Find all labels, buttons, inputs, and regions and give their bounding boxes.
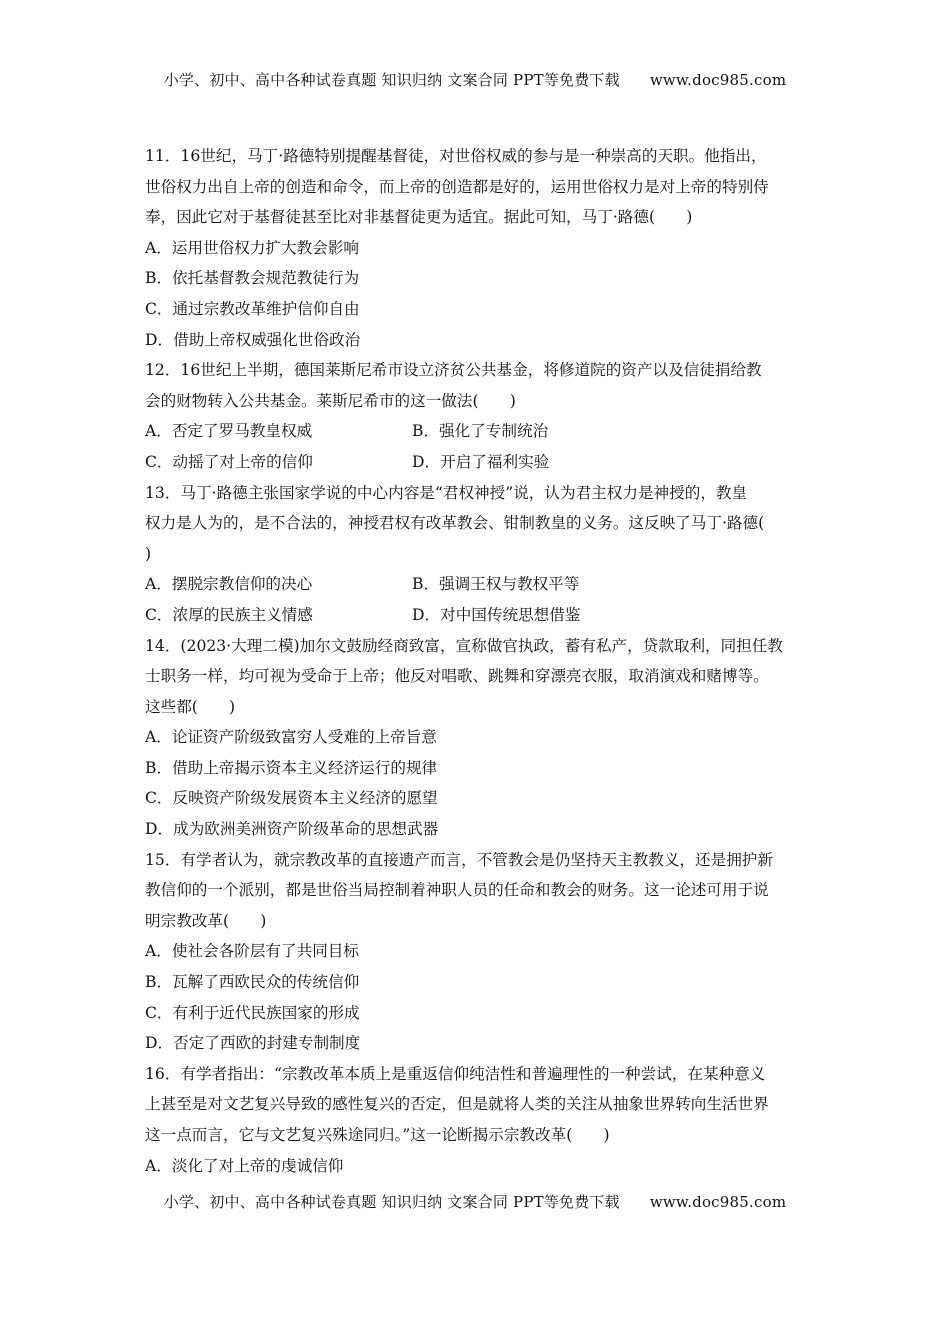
question-stem-line: 11．16世纪，马丁·路德特别提醒基督徒，对世俗权威的参与是一种崇高的天职。他指出，: [145, 147, 767, 165]
question-stem-line: 13．马丁·路德主张国家学说的中心内容是“君权神授”说，认为君主权力是神授的，教皇: [145, 483, 748, 502]
answer-option[interactable]: D．对中国传统思想借鉴: [412, 605, 581, 624]
answer-option[interactable]: C．有利于近代民族国家的形成: [145, 1003, 360, 1022]
question-stem-line: ): [145, 544, 152, 563]
answer-option[interactable]: B．借助上帝揭示资本主义经济运行的规律: [145, 758, 438, 777]
answer-option[interactable]: A．使社会各阶层有了共同目标: [145, 942, 359, 961]
answer-option[interactable]: C．通过宗教改革维护信仰自由: [145, 299, 360, 318]
answer-option[interactable]: B．强调王权与教权平等: [412, 575, 580, 594]
answer-option[interactable]: D．借助上帝权威强化世俗政治: [145, 330, 361, 349]
question-15: [145, 845, 815, 1059]
answer-option[interactable]: D．开启了福利实验: [412, 452, 550, 471]
answer-option[interactable]: C．浓厚的民族主义情感: [145, 605, 313, 624]
option-row: [145, 447, 815, 478]
option-row: [145, 600, 815, 631]
question-16: [145, 1059, 815, 1181]
header-text: 小学、初中、高中各种试卷真题 知识归纳 文案合同 PPT等免费下载: [163, 71, 620, 89]
question-14: [145, 631, 815, 845]
header-site-link[interactable]: www.doc985.com: [649, 71, 787, 89]
question-stem-line: 12．16世纪上半期，德国莱斯尼希市设立济贫公共基金，将修道院的资产以及信徒捐给教: [145, 361, 762, 380]
question-stem-line: 上甚至是对文艺复兴导致的感性复兴的否定，但是就将人类的关注从抽象世界转向生活世界: [145, 1095, 769, 1114]
option-row: [145, 416, 815, 447]
answer-option[interactable]: A．否定了罗马教皇权威: [145, 422, 313, 441]
footer-text: 小学、初中、高中各种试卷真题 知识归纳 文案合同 PPT等免费下载: [163, 1193, 620, 1211]
answer-option[interactable]: A．运用世俗权力扩大教会影响: [145, 238, 359, 257]
question-stem-line: 世俗权力出自上帝的创造和命令，而上帝的创造都是好的，运用世俗权力是对上帝的特别侍: [145, 177, 769, 196]
question-stem-line: 奉，因此它对于基督徒甚至比对非基督徒更为适宜。据此可知，马丁·路德( ): [145, 208, 693, 227]
question-stem-line: 这一点而言，它与文艺复兴殊途同归。”这一论断揭示宗教改革( ): [145, 1126, 610, 1144]
question-stem-line: 15．有学者认为，就宗教改革的直接遗产而言，不管教会是仍坚持天主教教义，还是拥护新: [145, 850, 773, 869]
answer-option[interactable]: A．论证资产阶级致富穷人受难的上帝旨意: [145, 728, 437, 747]
answer-option[interactable]: B．依托基督教会规范教徒行为: [145, 269, 360, 288]
question-11: [145, 141, 815, 355]
answer-option[interactable]: B．强化了专制统治: [412, 422, 549, 441]
question-stem-line: 16．有学者指出：“宗教改革本质上是重返信仰纯洁性和普遍理性的一种尝试，在某种意义: [145, 1064, 766, 1083]
answer-option[interactable]: B．瓦解了西欧民众的传统信仰: [145, 973, 360, 992]
question-stem-line: 明宗教改革( ): [145, 911, 267, 930]
page-footer: [0, 1191, 950, 1212]
question-stem-line: 教信仰的一个派别，都是世俗当局控制着神职人员的任命和教会的财务。这一论述可用于说: [145, 881, 769, 900]
question-13: [145, 478, 815, 631]
answer-option[interactable]: D．否定了西欧的封建专制制度: [145, 1034, 361, 1053]
question-12: [145, 355, 815, 477]
answer-option[interactable]: C．动摇了对上帝的信仰: [145, 452, 313, 471]
question-list: [145, 141, 815, 1181]
page-header: [0, 69, 950, 90]
question-stem-line: 权力是人为的，是不合法的，神授君权有改革教会、钳制教皇的义务。这反映了马丁·路德(: [145, 514, 765, 533]
answer-option[interactable]: A．摆脱宗教信仰的决心: [145, 575, 313, 594]
footer-site-link[interactable]: www.doc985.com: [649, 1193, 787, 1211]
question-stem-line: 会的财物转入公共基金。莱斯尼希市的这一做法( ): [145, 391, 516, 410]
question-stem-line: 14．(2023·大理二模)加尔文鼓励经商致富，宣称做官执政，蓄有私产，贷款取利，同担任教: [145, 636, 784, 655]
option-row: [145, 569, 815, 600]
question-stem-line: 这些都( ): [145, 697, 236, 716]
answer-option[interactable]: C．反映资产阶级发展资本主义经济的愿望: [145, 789, 438, 808]
answer-option[interactable]: D．成为欧洲美洲资产阶级革命的思想武器: [145, 820, 439, 839]
question-stem-line: 士职务一样，均可视为受命于上帝；他反对唱歌、跳舞和穿漂亮衣服，取消演戏和赌博等。: [145, 667, 769, 686]
answer-option[interactable]: A．淡化了对上帝的虔诚信仰: [145, 1156, 344, 1175]
